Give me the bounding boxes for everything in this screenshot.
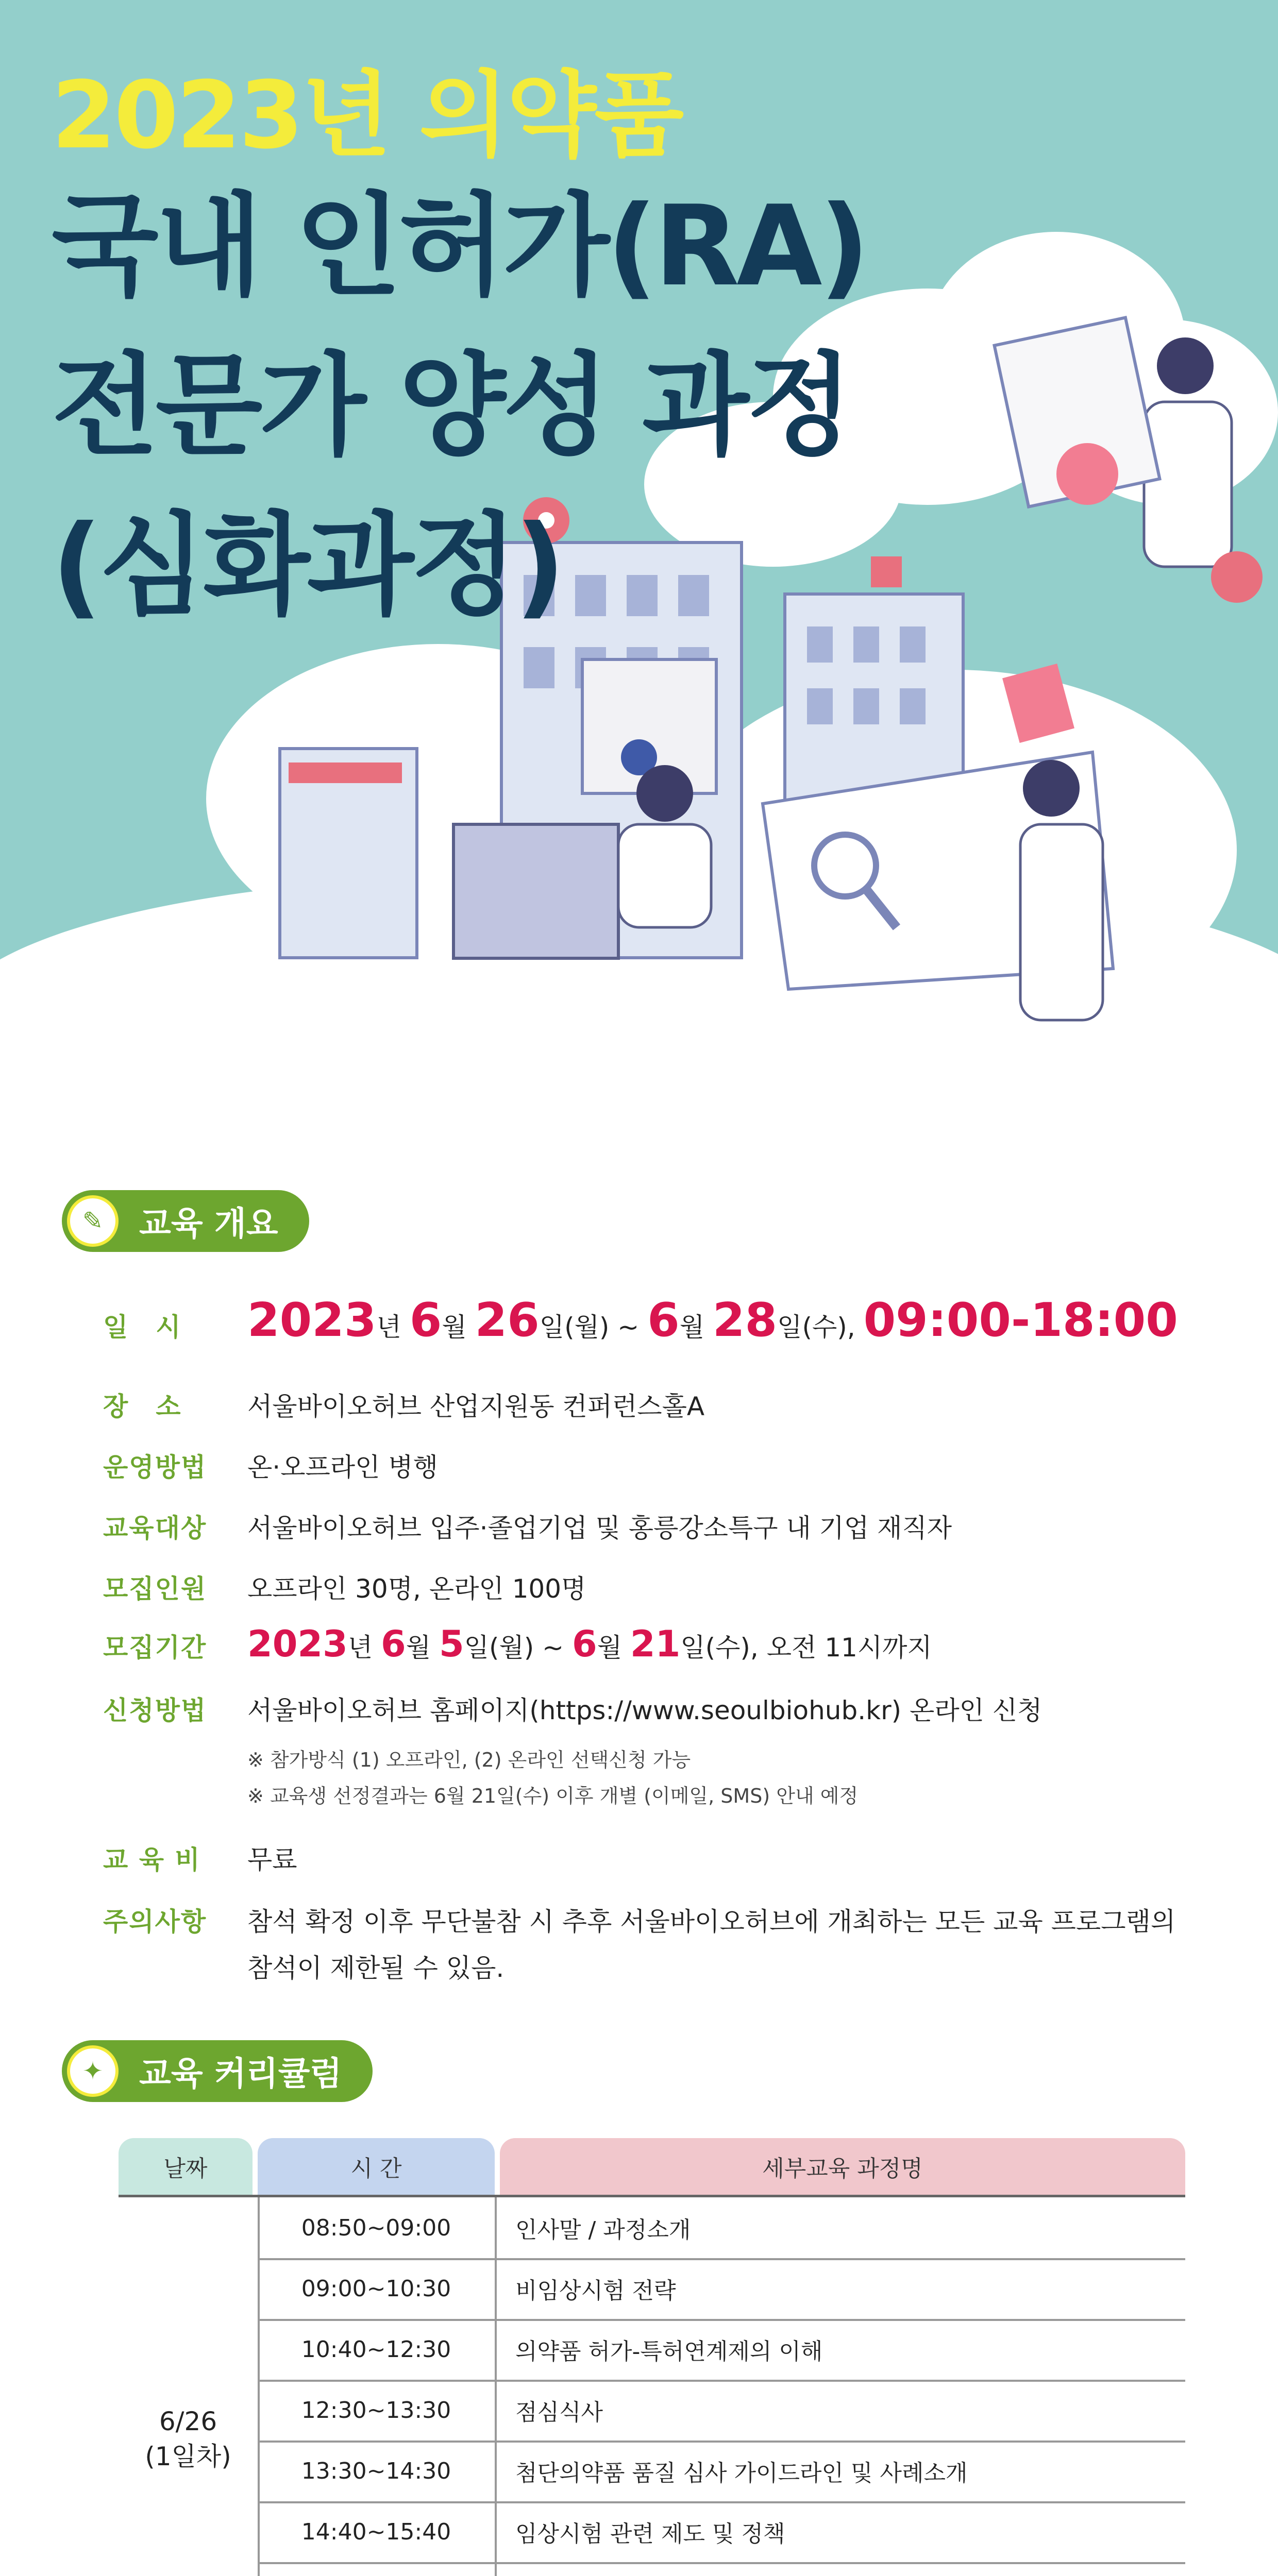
row-time: 13:30~14:30 xyxy=(301,2458,451,2484)
table-row xyxy=(258,2441,1185,2503)
period-label: 모집기간 xyxy=(103,1633,207,1663)
overview-period-row xyxy=(103,1623,932,1665)
apply-note-1: ※ 참가방식 (1) 오프라인, (2) 온라인 선택신청 가능 xyxy=(247,1749,691,1771)
apply-value: 서울바이오허브 홈페이지(https://www.seoulbiohub.kr) 온라인 신청 xyxy=(247,1696,1042,1725)
hero-title-line2: 전문가 양성 과정 xyxy=(52,341,850,470)
row-detail: 첨단의약품 품질 심사 가이드라인 및 사례소개 xyxy=(515,2460,968,2486)
row-detail: 비임상시험 전략 xyxy=(515,2278,676,2304)
row-detail: 의약품 허가-특허연계제의 이해 xyxy=(515,2338,823,2365)
row-detail: 임상시험 관련 제도 및 정책 xyxy=(515,2521,785,2547)
col-time-header: 시 간 xyxy=(258,2138,495,2195)
curriculum-heading-text: 교육 커리큘럼 xyxy=(139,2055,342,2093)
place-value: 서울바이오허브 산업지원동 컨퍼런스홀A xyxy=(247,1392,705,1421)
col-detail-header: 세부교육 과정명 xyxy=(500,2138,1185,2195)
capacity-label: 모집인원 xyxy=(103,1574,207,1604)
curriculum-heading xyxy=(62,2040,373,2102)
hero-title-year: 2023년 의약품 xyxy=(52,62,682,170)
overview-capacity-row xyxy=(103,1568,586,1605)
method-label: 운영방법 xyxy=(103,1452,207,1482)
fee-value: 무료 xyxy=(247,1845,297,1875)
overview-heading xyxy=(62,1190,309,1252)
row-time: 10:40~12:30 xyxy=(301,2336,451,2363)
header-divider xyxy=(119,2195,1185,2197)
target-label: 교육대상 xyxy=(103,1513,207,1543)
row-detail: 점심식사 xyxy=(515,2399,603,2426)
target-value: 서울바이오허브 입주·졸업기업 및 홍릉강소특구 내 기업 재직자 xyxy=(247,1513,952,1543)
col-date-header: 날짜 xyxy=(119,2138,253,2195)
caution-label: 주의사항 xyxy=(103,1907,207,1937)
table-row xyxy=(258,2380,1185,2443)
table-row xyxy=(258,2197,1185,2260)
day-sub: (1일차) xyxy=(145,2441,231,2471)
column-divider xyxy=(495,2197,497,2576)
capacity-value: 오프라인 30명, 온라인 100명 xyxy=(247,1574,586,1604)
fee-label: 교 육 비 xyxy=(103,1845,201,1875)
overview-place-row xyxy=(103,1386,704,1423)
row-time: 08:50~09:00 xyxy=(301,2214,451,2241)
method-value: 온·오프라인 병행 xyxy=(247,1452,438,1482)
overview-apply-row xyxy=(103,1690,1042,1727)
period-value: 2023년 6월 5일(월) ~ 6월 21일(수), 오전 11시까지 xyxy=(247,1623,932,1665)
table-row xyxy=(258,2501,1185,2564)
overview-method-row xyxy=(103,1447,438,1484)
overview-caution-row xyxy=(103,1901,1175,1938)
curriculum-table xyxy=(119,2138,1185,2576)
table-row xyxy=(258,2319,1185,2382)
place-label: 장 소 xyxy=(103,1392,182,1421)
apply-note-2: ※ 교육생 선정결과는 6월 21일(수) 이후 개별 (이메일, SMS) 안내 예정 xyxy=(247,1785,859,1807)
overview-date-row xyxy=(103,1293,1178,1347)
overview-heading-text: 교육 개요 xyxy=(139,1205,278,1243)
hero-banner xyxy=(0,0,1278,1133)
row-time: 12:30~13:30 xyxy=(301,2397,451,2424)
caution-line-2: 참석이 제한될 수 있음. xyxy=(247,1953,505,1983)
overview-target-row xyxy=(103,1507,952,1545)
table-row xyxy=(258,2258,1185,2321)
apply-label: 신청방법 xyxy=(103,1696,207,1725)
caution-line-1: 참석 확정 이후 무단불참 시 추후 서울바이오허브에 개최하는 모든 교육 프로그램의 xyxy=(247,1907,1176,1937)
date-value: 2023년 6월 26일(월) ~ 6월 28일(수), 09:00-18:00 xyxy=(247,1293,1178,1347)
row-detail: 인사말 / 과정소개 xyxy=(515,2217,691,2243)
date-label: 일 시 xyxy=(103,1312,182,1342)
day-label xyxy=(119,2404,258,2474)
clipboard-icon: ✎ xyxy=(67,1195,119,1247)
overview-fee-row xyxy=(103,1839,297,1876)
hero-title-line1: 국내 인허가(RA) xyxy=(52,181,867,311)
table-row xyxy=(258,2562,1185,2576)
day-date: 6/26 xyxy=(159,2406,217,2436)
column-divider xyxy=(258,2197,260,2576)
row-time: 09:00~10:30 xyxy=(301,2275,451,2302)
hero-title-line3: (심화과정) xyxy=(52,501,563,630)
row-time: 14:40~15:40 xyxy=(301,2518,451,2545)
lightbulb-icon: ✦ xyxy=(67,2045,119,2097)
